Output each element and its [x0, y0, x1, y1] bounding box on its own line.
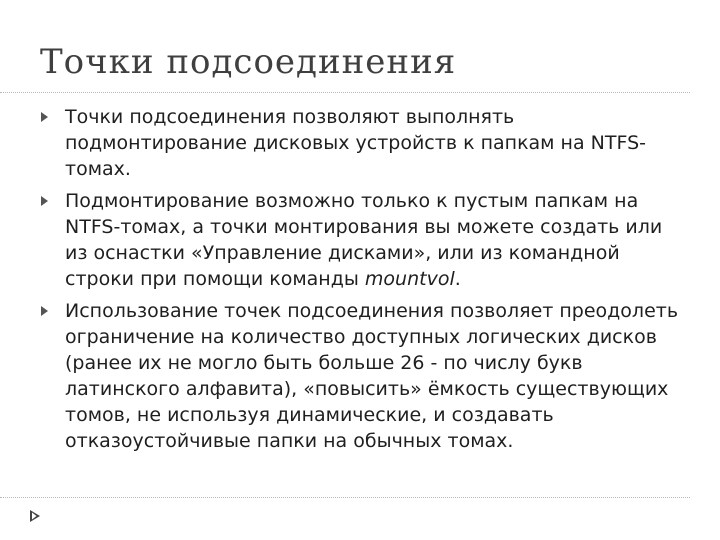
- slide-title: Точки подсоединения: [40, 42, 457, 82]
- bullet-item-2: [41, 188, 681, 292]
- footer-divider: [0, 497, 690, 498]
- next-arrow-icon[interactable]: [28, 509, 42, 523]
- bullet-list: [41, 104, 681, 460]
- triangle-right-icon: [41, 306, 48, 316]
- bullet-text-2-part-1: Подмонтирование возможно только к пустым папкам на NTFS-томах, а точки монтирования вы можете создать или из оснастки «Управление дисками», или из командной строки при помощи команды: [65, 190, 663, 290]
- bullet-item-3: [41, 298, 681, 454]
- bullet-item-1: [41, 104, 681, 182]
- bullet-text-2-part-2: .: [454, 268, 461, 290]
- triangle-right-icon: [41, 112, 48, 122]
- bullet-text-3: Использование точек подсоединения позволяет преодолеть ограничение на количество доступных логических дисков (ранее их не могло быть больше 26 - по числу букв латинского алфавита), «повысить» ёмкость существующих томов, не используя динамические, и создавать отказоустойчивые папки на обычных томах.: [65, 300, 679, 452]
- title-divider: [0, 92, 690, 93]
- bullet-command: mountvol: [364, 268, 455, 290]
- triangle-right-icon: [41, 196, 48, 206]
- bullet-text-1: Точки подсоединения позволяют выполнять подмонтирование дисковых устройств к папкам на NTFS-томах.: [65, 106, 646, 180]
